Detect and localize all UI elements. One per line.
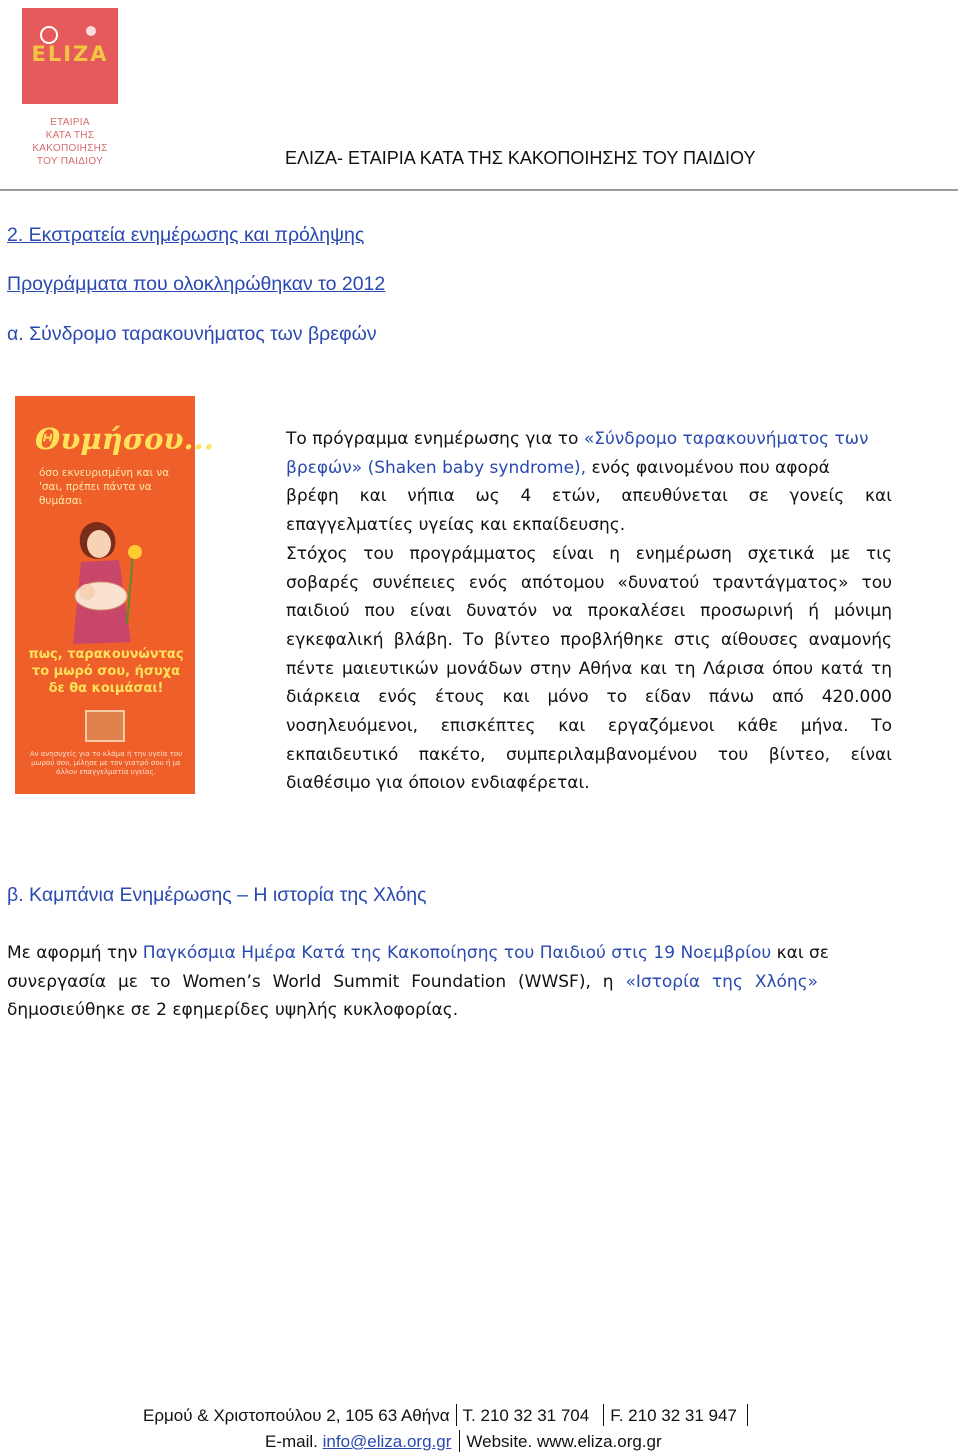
story-name: «Ιστορία της Χλόης» — [625, 971, 819, 992]
separator — [456, 1404, 457, 1426]
section-title-link[interactable]: 2. Εκστρατεία ενημέρωσης και πρόληψης — [7, 224, 365, 246]
text-line: νοσηλευόμενοι, επισκέπτες και εργαζόμενοι κάθε μήνα. Το — [286, 716, 892, 736]
item-b-heading: β. Καμπάνια Ενημέρωσης – Η ιστορία της Χλόης — [7, 884, 427, 906]
world-day-name: Παγκόσμια Ημέρα Κατά της Κακοποίησης του Παιδιού στις 19 Νοεμβρίου — [142, 943, 772, 963]
footer-phone: Τ. 210 32 31 704 — [462, 1406, 590, 1425]
separator — [747, 1404, 748, 1426]
text: συνεργασία με το Women’s World Summit Foundation (WWSF), η — [7, 971, 626, 992]
item-a-heading: α. Σύνδρομο ταρακουνήματος των βρεφών — [7, 323, 377, 345]
text-line: Στόχος του προγράμματος είναι η ενημέρωση σχετικά με τις — [286, 543, 892, 564]
header-title: ΕΛΙΖΑ- ΕΤΑΙΡΙΑ ΚΑΤΑ ΤΗΣ ΚΑΚΟΠΟΙΗΣΗΣ ΤΟΥ ΠΑΙΔΙΟΥ — [285, 148, 756, 168]
text-line — [286, 425, 892, 454]
logo-subtitle-line: ΕΤΑΙΡΙΑ — [50, 117, 90, 128]
footer-email-link[interactable]: info@eliza.org.gr — [322, 1432, 452, 1451]
text-line: βρέφη και νήπια ως 4 ετών, απευθύνεται σε γονείς και — [286, 486, 892, 507]
text-line — [286, 454, 892, 483]
text-line: παιδιού που είναι δυνατόν να προκαλέσει προσωρινή ή μόνιμη — [286, 601, 892, 622]
text-line: δημοσιεύθηκε σε 2 εφημερίδες υψηλής κυκλοφορίας. — [7, 1000, 459, 1021]
poster-bottom-text: πως, ταρακουνώντας το μωρό σου, ήσυχα δε θα κοιμάσαι! — [28, 647, 184, 696]
logo-text: ELIZA — [31, 42, 109, 66]
text-line — [7, 968, 892, 997]
footer-email-label: E-mail. — [265, 1432, 323, 1451]
text-line: διάρκεια ενός έτους και μόνο το είδαν πάνω από 420.000 — [286, 687, 892, 708]
logo-subtitle-line: ΚΑΤΑ ΤΗΣ ΚΑΚΟΠΟΙΗΣΗΣ — [32, 130, 108, 154]
poster-title: Θυμήσου... — [35, 422, 214, 456]
header-divider — [0, 189, 958, 191]
text-line: εγκεφαλική βλάβη. Το βίντεο προβλήθηκε στις αίθουσες αναμονής — [286, 629, 892, 650]
text-line — [7, 939, 892, 968]
syndrome-name: «Σύνδρομο ταρακουνήματος των — [583, 429, 869, 449]
stamp-icon — [85, 710, 125, 742]
logo-subtitle — [22, 116, 118, 168]
logo-subtitle-line: ΤΟΥ ΠΑΙΔΙΟΥ — [36, 156, 104, 167]
footer-web — [265, 1430, 662, 1452]
logo — [22, 8, 118, 104]
text-line: σοβαρές συνέπειες ενός απότομου «δυνατού τραντάγματος» του — [286, 572, 892, 593]
poster-footer: Αν ανησυχείς για το κλάμα ή την υγεία του μωρού σου, μίλησε με τον γιατρό σου ή με άλλον επαγγελματία υγείας. — [29, 750, 183, 776]
campaign-poster-image — [15, 396, 214, 794]
footer-address: Ερμού & Χριστοπούλου 2, 105 63 Αθήνα — [143, 1406, 450, 1425]
footer-contact — [143, 1404, 754, 1426]
text-line: πέντε μαιευτικών μονάδων στην Αθήνα και τη Λάρισα όπου κατά τη — [286, 658, 892, 679]
footer-website: Website. www.eliza.org.gr — [466, 1432, 662, 1451]
text-line: εκπαιδευτικό πακέτο, συμπεριλαμβανομένου του βίντεο, είναι — [286, 744, 892, 765]
text: ενός φαινομένου που αφορά — [586, 457, 830, 478]
text: Το πρόγραμμα ενημέρωσης για το — [286, 429, 584, 449]
poster-subtitle: όσο εκνευρισμένη και να 'σαι, πρέπει πάντα να θυμάσαι — [39, 467, 170, 507]
dot-icon — [86, 26, 96, 36]
text: και σε — [771, 943, 829, 963]
footer-fax: F. 210 32 31 947 — [610, 1406, 737, 1425]
text: Με αφορμή την — [7, 943, 143, 963]
separator — [603, 1404, 604, 1426]
text-line: διαθέσιμο για όποιον ενδιαφέρεται. — [286, 773, 590, 794]
text-line: επαγγελματίες υγείας και εκπαίδευσης. — [286, 515, 626, 536]
subsection-title-link[interactable]: Προγράμματα που ολοκληρώθηκαν το 2012 — [7, 273, 386, 295]
separator — [459, 1430, 460, 1452]
syndrome-name-cont: βρεφών» (Shaken baby syndrome), — [286, 457, 587, 478]
